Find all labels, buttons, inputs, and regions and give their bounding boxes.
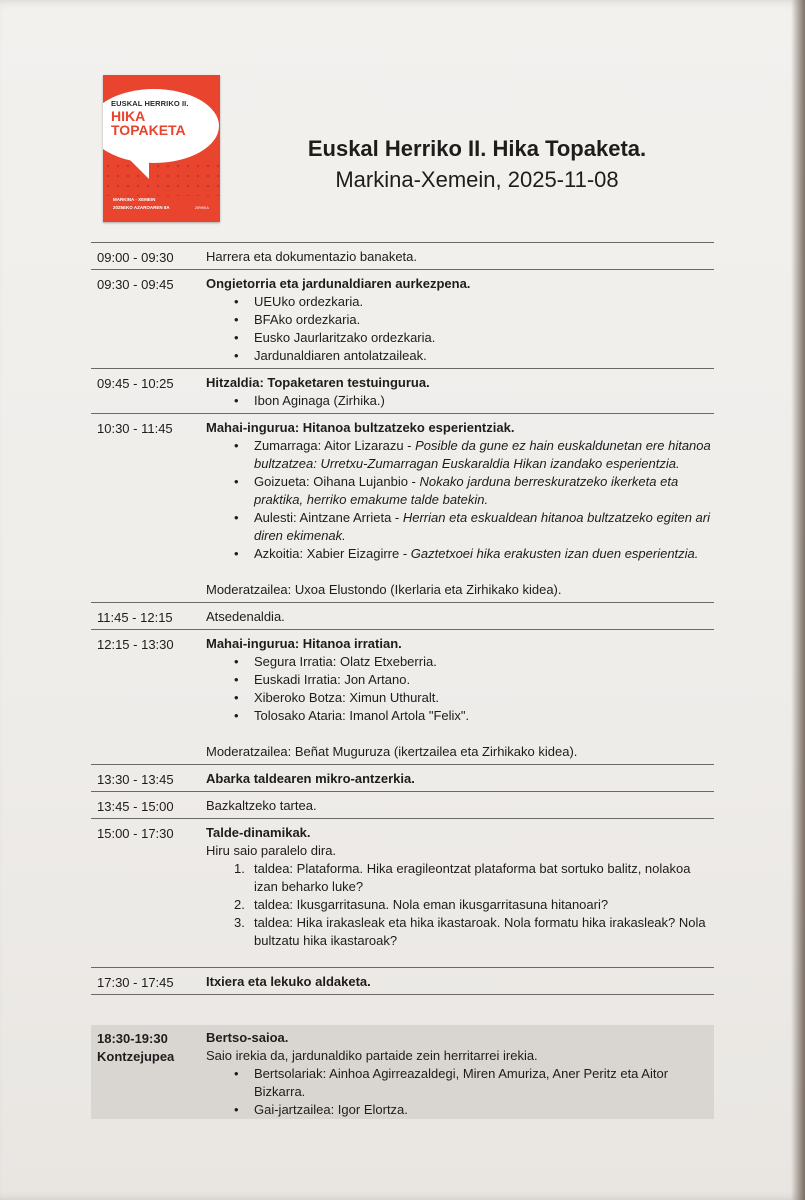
logo-text-line3: TOPAKETA: [111, 122, 186, 138]
page-subtitle: Markina-Xemein, 2025-11-08: [335, 167, 619, 192]
schedule-row: [91, 967, 714, 995]
talk-topic: Gaztetxoei hika erakusten izan duen esperientzia.: [410, 546, 699, 561]
list-item: • Bertsolariak: Ainhoa Agirreazaldegi, Miren Amuriza, Aner Peritz eta Aitor Bizkarra.: [234, 1065, 714, 1101]
page-title: Euskal Herriko II. Hika Topaketa.: [307, 136, 647, 161]
moderator: Moderatzailea: Uxoa Elustondo (Ikerlaria eta Zirhikako kidea).: [206, 582, 562, 597]
talk-topic: Posible da gune ez hain euskaldunetan ere hitanoa bultzatzea: Urretxu-Zumarragan Euskaraldia Hikan izandako esperientzia.: [254, 438, 711, 471]
row-title: Bazkaltzeko tartea.: [206, 798, 317, 813]
moderator: Moderatzailea: Beñat Muguruza (ikertzailea eta Zirhikako kidea).: [206, 744, 578, 759]
row-title: Abarka taldearen mikro-antzerkia.: [206, 771, 415, 786]
logo-dot-pattern: [103, 161, 220, 196]
event-logo: [103, 75, 220, 222]
list-item: • BFAko ordezkaria.: [234, 311, 714, 329]
schedule-row: [91, 818, 714, 967]
list-item: [234, 860, 714, 896]
list-item: • Segura Irratia: Olatz Etxeberria.: [234, 653, 714, 671]
logo-footer-date: 2025EKO AZAROAREN 8A: [113, 205, 170, 210]
speaker: Azkoitia: Xabier Eizagirre -: [254, 546, 411, 561]
row-title: Harrera eta dokumentazio banaketa.: [206, 249, 418, 264]
row-title: Hitzaldia: Topaketaren testuingurua.: [206, 375, 430, 390]
evening-session: [91, 1025, 714, 1119]
list-item: [234, 473, 714, 509]
item-number: 2.: [234, 897, 245, 912]
item-text: taldea: Plataforma. Hika eragileontzat plataforma bat sortuko balitz, nolakoa izan beharko luke?: [254, 861, 691, 894]
list-item: • Jardunaldiaren antolatzaileak.: [234, 347, 714, 365]
schedule-row: [91, 791, 714, 818]
schedule-row: [91, 764, 714, 791]
speaker: Zumarraga: Aitor Lizarazu -: [254, 438, 416, 453]
evening-place: Kontzejupea: [97, 1049, 175, 1064]
row-title: Ongietorria eta jardunaldiaren aurkezpena.: [206, 276, 471, 291]
logo-text-line2: HIKA: [111, 108, 146, 124]
talk-topic: Herrian eta eskualdean hitanoa bultzatzeko egiten ari diren ekimenak.: [254, 510, 711, 543]
list-item: [234, 914, 714, 950]
row-time: 09:00 - 09:30: [97, 250, 174, 265]
logo-footer-place: MARKINA - XEMEIN: [113, 197, 156, 202]
list-item: • Euskadi Irratia: Jon Artano.: [234, 671, 714, 689]
row-title: Talde-dinamikak.: [206, 825, 311, 840]
row-title: Mahai-ingurua: Hitanoa bultzatzeko esperientziak.: [206, 420, 515, 435]
list-item: • Tolosako Ataria: Imanol Artola "Felix".: [234, 707, 714, 725]
item-text: taldea: Ikusgarritasuna. Nola eman ikusgarritasuna hitanoari?: [254, 897, 609, 912]
row-time: 09:45 - 10:25: [97, 376, 174, 391]
row-time: 09:30 - 09:45: [97, 277, 174, 292]
row-title: Itxiera eta lekuko aldaketa.: [206, 974, 371, 989]
list-item: • Xiberoko Botza: Ximun Uthuralt.: [234, 689, 714, 707]
list-item: [234, 896, 714, 914]
row-title: Atsedenaldia.: [206, 609, 285, 624]
schedule-table: [91, 242, 714, 995]
schedule-row: [91, 269, 714, 368]
page-edge-shadow: [791, 0, 805, 1200]
logo-footer-org: ZIRHIKA: [195, 206, 209, 210]
speech-bubble-tail: [123, 153, 149, 179]
list-item: [234, 437, 714, 473]
item-number: 1.: [234, 861, 245, 876]
schedule-row: [91, 242, 714, 269]
schedule-row: [91, 368, 714, 413]
logo-text-line1: EUSKAL HERRIKO II.: [111, 99, 189, 108]
schedule-row: [91, 629, 714, 764]
evening-title: Bertso-saioa.: [206, 1030, 289, 1045]
schedule-row: [91, 602, 714, 629]
list-item: [234, 509, 714, 545]
row-time: 15:00 - 17:30: [97, 826, 174, 841]
row-time: 10:30 - 11:45: [97, 421, 173, 436]
item-text: taldea: Hika irakasleak eta hika ikastaroak. Nola formatu hika irakasleak? Nola bultzatu hika ikastaroak?: [254, 915, 706, 948]
row-title: Mahai-ingurua: Hitanoa irratian.: [206, 636, 402, 651]
list-item: • Gai-jartzailea: Igor Elortza.: [234, 1101, 714, 1119]
list-item: [234, 545, 714, 563]
evening-intro: Saio irekia da, jardunaldiko partaide zein herritarrei irekia.: [206, 1048, 538, 1063]
list-item: • Eusko Jaurlaritzako ordezkaria.: [234, 329, 714, 347]
speaker: Goizueta: Oihana Lujanbio -: [254, 474, 420, 489]
list-item: • Ibon Aginaga (Zirhika.): [234, 392, 714, 410]
row-time: 11:45 - 12:15: [97, 610, 173, 625]
row-intro: Hiru saio paralelo dira.: [206, 843, 337, 858]
row-time: 13:30 - 13:45: [97, 772, 174, 787]
row-time: 12:15 - 13:30: [97, 637, 174, 652]
speaker: Aulesti: Aintzane Arrieta -: [254, 510, 403, 525]
row-time: 17:30 - 17:45: [97, 975, 174, 990]
item-number: 3.: [234, 915, 245, 930]
row-time: 13:45 - 15:00: [97, 799, 174, 814]
evening-time: 18:30-19:30: [97, 1031, 168, 1046]
talk-topic: Nokako jarduna berreskuratzeko ikerketa eta praktika, herriko emakume talde batekin.: [254, 474, 679, 507]
schedule-row: [91, 413, 714, 602]
list-item: • UEUko ordezkaria.: [234, 293, 714, 311]
